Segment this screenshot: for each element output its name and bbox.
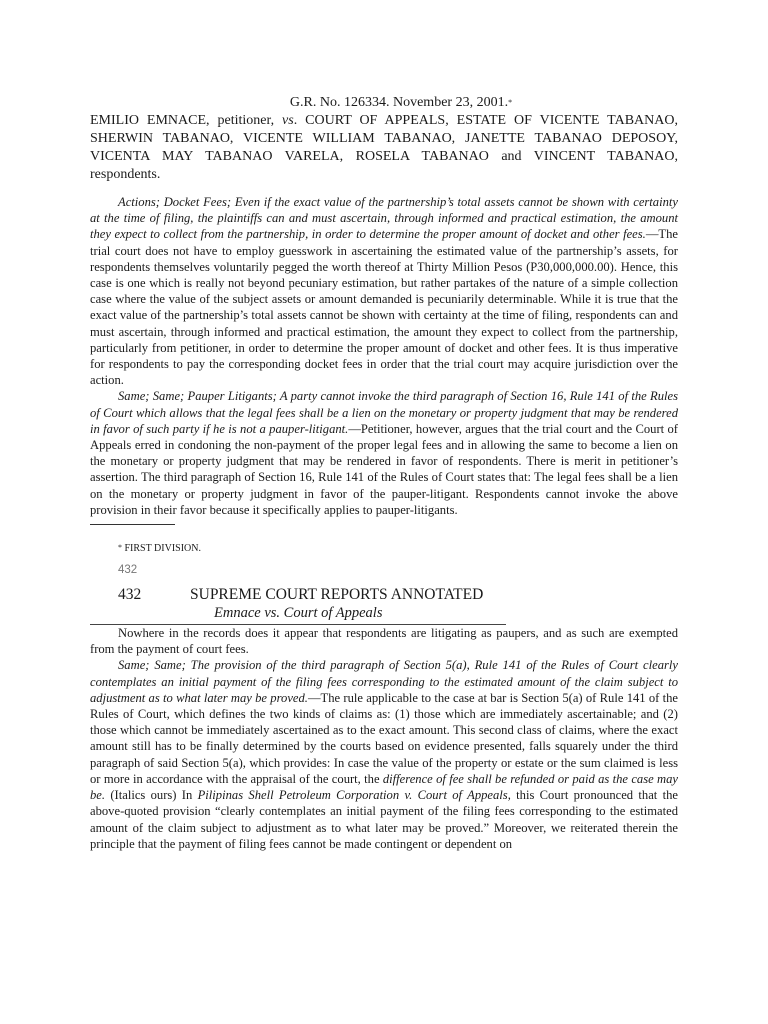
citation-text: G.R. No. 126334. November 23, 2001. (289, 95, 509, 110)
syllabus-paragraph-1 (90, 194, 678, 388)
syllabus-heading-1: Actions; Docket Fees; Even if the exact value of the partnership’s total assets cannot be shown with certainty at the time of filing, the plaintiffs can and must ascertain, through informed and practical estimation, the amount they expect to collect from the partnership, in order to determine the proper amount of docket and other fees. (90, 195, 678, 242)
versus-text: vs (282, 113, 294, 128)
body-text-2a: —The rule applicable to the case at bar is Section 5(a) of Rule 141 of the Rules of Court, which defines the two kinds of claims as: (1) those which are immediately ascertainable; and (2) those which cannot be immediately ascertained as to the exact amount. This second class of claims, where the exact amount still has to be finally determined by the courts based on evidence presented, falls squarely under the third paragraph of said Section 5(a), which provides: In case the value of the property or estate or the sum claimed is less or more in accordance with the appraisal of the court, the (90, 690, 678, 786)
body-italic-2b: difference of fee shall be refunded or paid as the case may be. (90, 771, 679, 803)
page-marker: 432 (118, 564, 138, 577)
body-text-2c: this Court pronounced that the above-quoted provision “clearly contemplates an initial payment of the filing fees corresponding to the estimated amount of the claim subject to adjustment as to what later may be proved.” Moreover, we reiterated therein the principle that the payment of filing fees cannot be made contingent or dependent on (90, 788, 678, 851)
document-page (90, 94, 678, 852)
footnote-divider (90, 524, 175, 525)
syllabus-heading-2: Same; Same; Pauper Litigants; A party cannot invoke the third paragraph of Section 16, Rule 141 of the Rules of Court which allows that the legal fees shall be a lien on the monetary or property judgment that may be rendered in favor of such party if he is not a pauper-litigant. (90, 389, 678, 436)
body-paragraph-2 (90, 657, 678, 851)
body-text-2b: (Italics ours) In (105, 788, 198, 803)
syllabus-body-2: —Petitioner, however, argues that the trial court and the Court of Appeals erred in condoning the non-payment of the proper legal fees and in allowing the same to become a lien on the monetary or property judgment that may be rendered in favor of respondents. There is merit in petitioner’s assertion. The third paragraph of Section 16, Rule 141 of the Rules of Court states that: The legal fees shall be a lien on the monetary or property judgment in favor of the pauper-litigant. Respondents cannot invoke the above provision in their favor because it specifically applies to pauper-litigants. (90, 421, 678, 517)
header-reporter: SUPREME COURT REPORTS ANNOTATED (190, 586, 484, 604)
syllabus-heading-3: Same; Same; The provision of the third paragraph of Section 5(a), Rule 141 of the Rules of Court clearly contemplates an initial payment of the filing fees corresponding to the estimated amount of the claim subject to adjustment as to what later may be proved. (90, 658, 678, 705)
footnote-marker: * (508, 98, 513, 107)
syllabus-body-1: —The trial court does not have to employ guesswork in ascertaining the estimated value of the partnership’s assets, for respondents themselves voluntarily pegged the worth thereof at Thirty Million Pesos (P30,000,000.00). Hence, this case is one which is really not beyond pecuniary estimation, but rather partakes of the nature of a simple collection case where the value of the subject assets or amount demanded is pecuniarily determinable. While it is true that the exact value of the partnership’s total assets cannot be shown with certainty at the time of filing, respondents can and must ascertain, through informed and practical estimation, the amount they expect to collect from the partnership, particularly from petitioner, in order to determine the proper amount of docket and other fees. It is thus imperative for respondents to pay the corresponding docket fees in order that the trial court may acquire jurisdiction over the action. (90, 227, 678, 388)
page-header (118, 586, 506, 604)
syllabus-paragraph-2 (90, 388, 678, 518)
body-text-1: Nowhere in the records does it appear that respondents are litigating as paupers, and as such are exempted from the payment of court fees. (90, 626, 678, 657)
footnote (118, 543, 678, 554)
header-page-number: 432 (118, 586, 142, 604)
footnote-marker-2: * (118, 543, 122, 553)
case-parties (90, 112, 678, 184)
case-citation (124, 94, 678, 112)
running-title: Emnace vs. Court of Appeals (214, 605, 383, 622)
footnote-text: FIRST DIVISION. (124, 543, 201, 555)
petitioner-text: EMILIO EMNACE, petitioner, (90, 113, 283, 128)
respondents-text: . COURT OF APPEALS, ESTATE OF VICENTE TABANAO, SHERWIN TABANAO, VICENTE WILLIAM TABANAO, JANETTE TABANAO DEPOSOY, VICENTA MAY TABANAO VARELA, ROSELA TABANAO and VINCENT TABANAO, respondents. (90, 113, 678, 182)
case-name-citation: Pilipinas Shell Petroleum Corporation v. Court of Appeals, (197, 788, 511, 803)
body-paragraph-1 (90, 625, 678, 657)
